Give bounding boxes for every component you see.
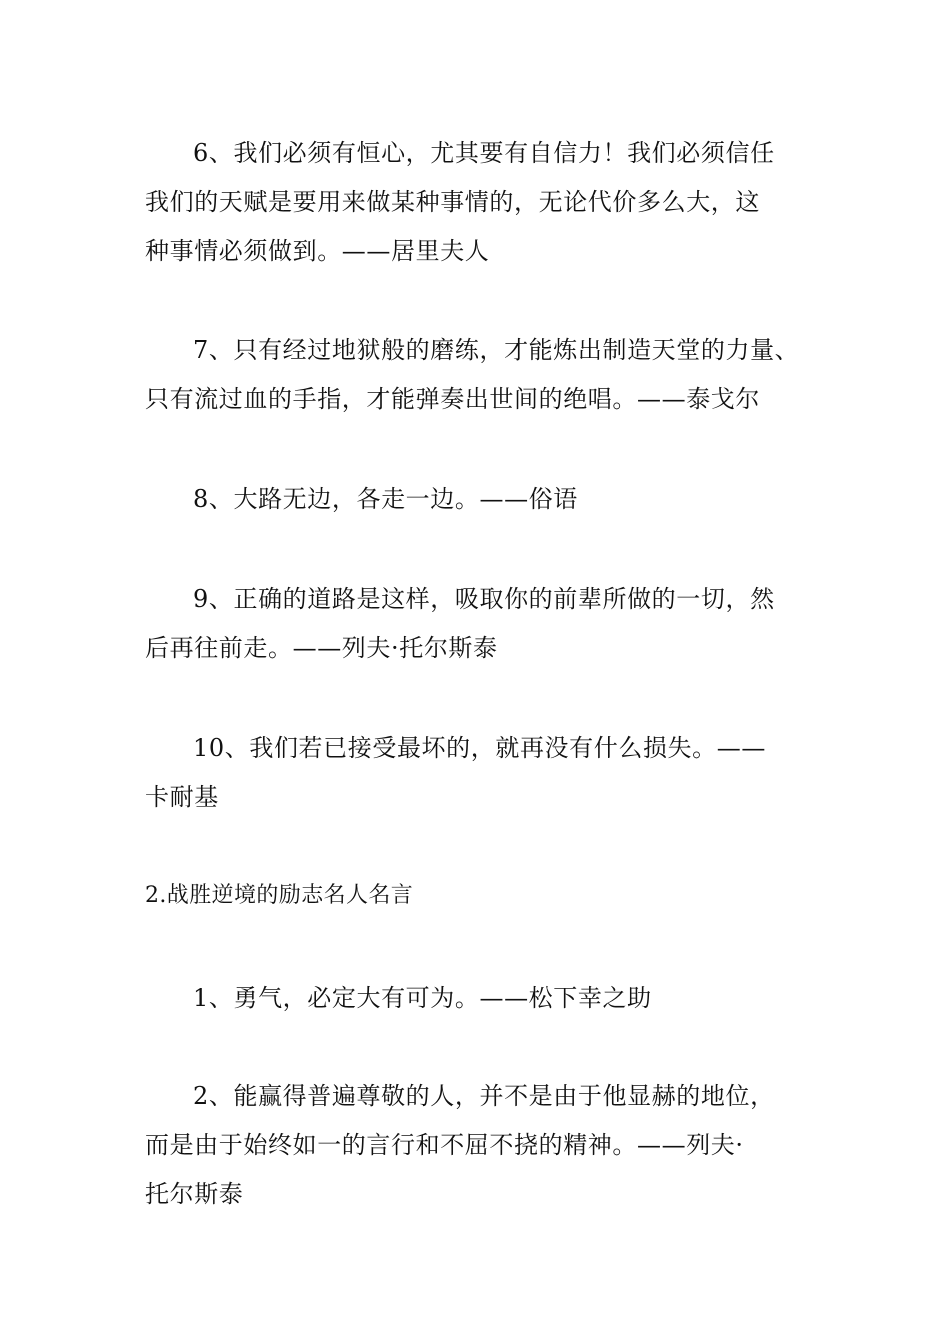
- quote-paragraph-6: [145, 129, 825, 276]
- section-heading: 2.战胜逆境的励志名人名言: [145, 883, 414, 908]
- quote-line: 8、大路无边，各走一边。——俗语: [193, 485, 578, 513]
- quote-paragraph-10: [145, 724, 825, 822]
- quote-line: 9、正确的道路是这样，吸取你的前辈所做的一切，然: [193, 585, 775, 613]
- quote-paragraph-1: [145, 974, 825, 1023]
- quote-line: 后再往前走。——列夫·托尔斯泰: [145, 634, 498, 662]
- quote-paragraph-8: [145, 475, 825, 524]
- quote-line: 7、只有经过地狱般的磨练，才能炼出制造天堂的力量、: [193, 336, 800, 364]
- quote-paragraph-9: [145, 575, 825, 673]
- quote-paragraph-7: [145, 326, 825, 424]
- quote-paragraph-2: [145, 1072, 825, 1219]
- quote-line: 2、能赢得普遍尊敬的人，并不是由于他显赫的地位，: [193, 1082, 775, 1110]
- quote-line: 6、我们必须有恒心，尤其要有自信力！我们必须信任: [193, 139, 775, 167]
- quote-line: 卡耐基: [145, 783, 219, 811]
- quote-line: 而是由于始终如一的言行和不屈不挠的精神。——列夫·: [145, 1131, 744, 1159]
- quote-line: 1、勇气，必定大有可为。——松下幸之助: [193, 984, 652, 1012]
- quote-line: 10、我们若已接受最坏的，就再没有什么损失。——: [193, 734, 766, 762]
- quote-line: 托尔斯泰: [145, 1180, 244, 1208]
- quote-line: 只有流过血的手指，才能弹奏出世间的绝唱。——泰戈尔: [145, 385, 760, 413]
- quote-line: 我们的天赋是要用来做某种事情的，无论代价多么大，这: [145, 188, 760, 216]
- quote-line: 种事情必须做到。——居里夫人: [145, 237, 490, 265]
